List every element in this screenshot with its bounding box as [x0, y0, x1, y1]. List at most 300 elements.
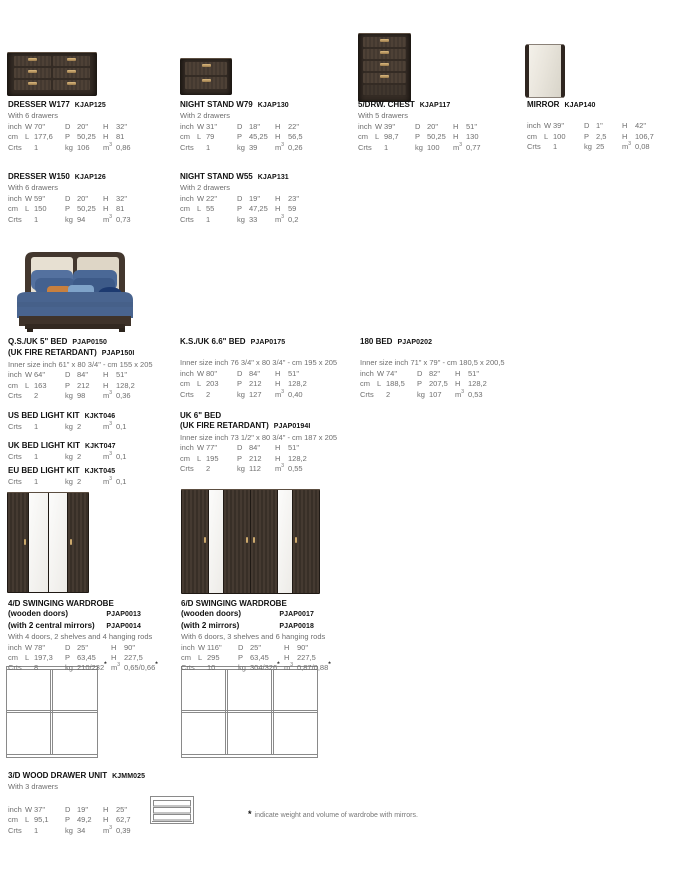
spec-key: $m^3$ — [103, 476, 113, 487]
product-description: Inner size inch 73 1/2" x 80 3/4" - cm 187 x 205 — [180, 432, 338, 442]
spec-value: 188,5 — [386, 379, 405, 389]
spec-value: 100 — [553, 131, 566, 141]
spec-value: 32" — [116, 193, 128, 203]
spec-row-cm — [360, 379, 505, 389]
spec-row-label: Crts — [8, 390, 22, 400]
bed-illustration — [7, 250, 149, 333]
spec-row-cm — [8, 204, 131, 214]
spec-value: 20" — [77, 193, 89, 203]
spec-key: H — [103, 380, 109, 390]
spec-key: P — [237, 379, 243, 389]
spec-row-cm — [181, 653, 331, 663]
spec-row-crts — [8, 663, 158, 673]
spec-key: H — [453, 132, 459, 142]
product-description: With 6 drawers — [8, 183, 59, 193]
spec-value: 1 — [34, 214, 39, 224]
spec-key: H — [275, 132, 281, 142]
spec-row-label: inch — [180, 121, 194, 131]
drawer-unit-front-diagram — [150, 796, 194, 824]
spec-value: 2,5 — [596, 131, 607, 141]
product-name: (UK FIRE RETARDANT) — [180, 421, 269, 431]
product-name: NIGHT STAND W79 — [180, 100, 253, 109]
spec-key — [25, 422, 34, 432]
spec-key: P — [415, 132, 421, 142]
spec-row-cm — [180, 132, 303, 142]
spec-key: W — [375, 121, 383, 131]
drawer-front — [14, 68, 51, 78]
spec-value: 22" — [288, 121, 300, 131]
spec-row-label: inch — [360, 368, 374, 378]
spec-value: 39 — [249, 142, 258, 152]
product-title-line — [527, 100, 654, 111]
product-dresser-w177 — [8, 100, 131, 153]
drawer-handle-icon — [380, 63, 389, 66]
product-name: EU BED LIGHT KIT — [8, 466, 80, 475]
product-name: 5/DRW. CHEST — [358, 100, 415, 109]
product-name: (wooden doors) — [181, 609, 241, 619]
product-name: 6/D SWINGING WARDROBE — [181, 599, 287, 608]
spec-value: 210/232* — [77, 661, 107, 673]
spec-value: 50,25 — [427, 132, 446, 142]
spec-row-cm — [358, 132, 481, 142]
spec-row-label: inch — [358, 121, 372, 131]
spec-key: kg — [237, 214, 245, 224]
spec-key: L — [25, 652, 30, 662]
spec-value: 50,25 — [77, 132, 96, 142]
spec-value: 2 — [77, 422, 82, 432]
wood-door — [251, 490, 277, 593]
product-uk-bed-light-kit — [8, 441, 126, 463]
spec-row-label: inch — [181, 642, 195, 652]
product-code: PJAP0013 — [106, 611, 141, 619]
spec-value: 0,2 — [288, 214, 299, 224]
product-title-line — [8, 172, 131, 183]
spec-value: 84" — [249, 368, 261, 378]
wood-door — [224, 490, 250, 593]
footnote — [248, 810, 418, 819]
spec-value: 77" — [206, 443, 218, 453]
spec-key: L — [377, 379, 382, 389]
product-title-line — [8, 609, 141, 620]
spec-row-inch — [8, 194, 131, 204]
spec-row-label: inch — [8, 370, 22, 380]
product-ks-uk-66-bed — [180, 337, 337, 400]
spec-value: 2 — [206, 389, 211, 399]
spec-value: 63,45 — [250, 652, 269, 662]
spec-key: $m^3$ — [275, 213, 285, 224]
spec-value: 197,3 — [34, 652, 53, 662]
spec-value: 0,53 — [468, 389, 483, 399]
product-name: DRESSER W150 — [8, 172, 70, 181]
spec-key: kg — [238, 663, 246, 673]
spec-value: 195 — [206, 453, 219, 463]
spec-row-label: Crts — [8, 452, 22, 462]
spec-key: D — [65, 370, 71, 380]
drawer-front — [185, 62, 227, 75]
spec-row-label: Crts — [180, 389, 194, 399]
spec-row-label: cm — [8, 652, 18, 662]
drawer-unit-schematic — [150, 796, 194, 829]
spec-key: $m^3$ — [103, 451, 113, 462]
wood-door — [8, 493, 28, 592]
spec-value: 127 — [249, 389, 262, 399]
spec-key: kg — [415, 142, 423, 152]
product-code: KJAP140 — [564, 102, 596, 109]
spec-row-cm — [180, 454, 337, 464]
product-title-line — [181, 609, 314, 620]
spec-row-label: cm — [181, 652, 191, 662]
product-code: KJAP130 — [257, 102, 289, 109]
footnote-text: indicate weight and volume of wardrobe with mirrors. — [254, 812, 418, 819]
spec-key: P — [237, 204, 243, 214]
spec-key: H — [275, 453, 281, 463]
product-qs-uk-5-bed — [8, 337, 153, 401]
spec-row-cm — [8, 132, 131, 142]
product-mirror — [527, 100, 654, 153]
door-handle-icon — [246, 537, 248, 543]
spec-row-inch — [180, 369, 337, 379]
wardrobe-6d-image — [181, 489, 320, 594]
spec-key: D — [237, 368, 243, 378]
product-code: KJAP125 — [74, 102, 106, 109]
spec-key: L — [197, 453, 202, 463]
spec-key: W — [197, 121, 205, 131]
spec-row-label: Crts — [527, 142, 541, 152]
spec-row-inch — [8, 370, 153, 380]
spec-table — [180, 369, 337, 400]
spec-key: P — [237, 132, 243, 142]
product-name: US BED LIGHT KIT — [8, 411, 80, 420]
product-description: With 2 drawers — [180, 183, 231, 193]
spec-row-cm — [8, 815, 145, 825]
spec-key: L — [25, 204, 30, 214]
spec-row-label: inch — [8, 193, 22, 203]
spec-key: P — [417, 379, 423, 389]
product-name: 180 BED — [360, 337, 393, 346]
spec-row-label: inch — [527, 121, 541, 131]
spec-row-label: inch — [8, 804, 22, 814]
spec-value: 0,87/0,88* — [297, 661, 331, 673]
spec-row-label: cm — [180, 132, 190, 142]
product-description: With 4 doors, 2 shelves and 4 hanging rods — [8, 632, 153, 642]
spec-key: H — [103, 132, 109, 142]
night-stand-drawers — [185, 62, 227, 89]
drawer-handle-icon — [202, 79, 211, 82]
spec-value: 20" — [77, 121, 89, 131]
spec-key: H — [275, 443, 281, 453]
spec-value: 1 — [34, 422, 39, 432]
spec-key: W — [25, 370, 33, 380]
spec-key: D — [237, 193, 243, 203]
spec-key: D — [238, 642, 244, 652]
spec-row-label: Crts — [181, 663, 195, 673]
drawer-handle-icon — [202, 64, 211, 67]
product-description: With 6 drawers — [8, 111, 59, 121]
spec-row-label: cm — [180, 453, 190, 463]
spec-value: 84" — [249, 443, 261, 453]
spec-row-label: cm — [8, 204, 18, 214]
drawer-handle-icon — [67, 82, 76, 85]
mirror-door — [29, 493, 47, 592]
spec-value: 19" — [249, 193, 261, 203]
spec-key: $m^3$ — [275, 462, 285, 473]
spec-value: 10 — [207, 663, 216, 673]
spec-value: 227,5 — [124, 652, 143, 662]
spec-row-label: Crts — [180, 142, 194, 152]
spec-value: 32" — [116, 121, 128, 131]
drawer-handle-icon — [28, 58, 37, 61]
spec-value: 212 — [249, 453, 262, 463]
drawer-handle-icon — [28, 82, 37, 85]
spec-value: 51" — [116, 370, 128, 380]
spec-row-label: inch — [180, 193, 194, 203]
spec-value: 84" — [77, 370, 89, 380]
spec-row-crts — [358, 143, 481, 153]
product-code: PJAP0150 — [72, 339, 108, 346]
mirror-door — [278, 490, 292, 593]
spec-value: 90" — [297, 642, 309, 652]
spec-key: L — [197, 379, 202, 389]
mirror-image — [525, 44, 565, 98]
spec-row-crts — [180, 390, 337, 400]
spec-key: $m^3$ — [103, 824, 113, 835]
product-name: K.S./UK 6.6" BED — [180, 337, 246, 346]
spec-key: kg — [65, 825, 73, 835]
spec-row-crts — [8, 143, 131, 153]
spec-row-label: cm — [8, 815, 18, 825]
product-code: KJKT047 — [85, 443, 116, 450]
spec-value: 0,55 — [288, 463, 303, 473]
spec-value: 304/326* — [250, 661, 280, 673]
spec-row-crts — [527, 142, 654, 152]
drawer-front — [14, 56, 51, 66]
product-title-line — [8, 599, 141, 609]
product-code: PJAP0018 — [279, 622, 314, 630]
spec-key: W — [197, 368, 205, 378]
spec-key: $m^3$ — [453, 141, 463, 152]
spec-value: 0,86 — [116, 142, 131, 152]
spec-row-crts — [8, 391, 153, 401]
spec-value: 59 — [288, 204, 297, 214]
carton-grid-3x2 — [181, 666, 318, 758]
product-description: With 6 doors, 3 shelves and 6 hanging rods — [181, 632, 326, 642]
spec-key: $m^3$ — [284, 662, 294, 673]
spec-table — [8, 122, 131, 153]
drawer-front — [185, 77, 227, 90]
spec-value: 107 — [429, 389, 442, 399]
product-name: (UK FIRE RETARDANT) — [8, 348, 97, 358]
spec-row-crts — [8, 422, 126, 432]
spec-table — [8, 194, 131, 225]
spec-table — [8, 422, 126, 432]
spec-value: 31" — [206, 121, 218, 131]
spec-key: P — [584, 131, 590, 141]
product-eu-bed-light-kit — [8, 466, 126, 488]
spec-value: 1 — [34, 477, 39, 487]
spec-key — [25, 215, 34, 225]
door-handle-icon — [24, 539, 26, 545]
spec-value: 25" — [77, 642, 89, 652]
spec-key: H — [275, 204, 281, 214]
product-night-stand-w55 — [180, 172, 299, 225]
spec-value: 0,1 — [116, 477, 127, 487]
drawer-handle-icon — [380, 39, 389, 42]
spec-key: $m^3$ — [103, 213, 113, 224]
spec-key — [25, 826, 34, 836]
spec-value: 106 — [77, 142, 90, 152]
drawer-front — [53, 68, 90, 78]
spec-value: 2 — [206, 463, 211, 473]
spec-value: 1 — [34, 825, 39, 835]
spec-row-label: Crts — [360, 389, 374, 399]
door-handle-icon — [295, 537, 297, 543]
spec-value: 49,2 — [77, 815, 92, 825]
spec-value: 74" — [386, 368, 398, 378]
product-description: With 3 drawers — [8, 782, 59, 792]
bed-image — [7, 250, 149, 333]
product-night-stand-w79 — [180, 100, 303, 153]
spec-row-label: inch — [180, 443, 194, 453]
product-description: With 2 drawers — [180, 111, 231, 121]
spec-value: 51" — [288, 443, 300, 453]
spec-key — [198, 663, 207, 673]
spec-value: 70" — [34, 121, 46, 131]
spec-key: L — [25, 815, 30, 825]
spec-row-inch — [8, 643, 158, 653]
spec-key: W — [197, 443, 205, 453]
spec-key: H — [103, 204, 109, 214]
spec-key: kg — [237, 142, 245, 152]
spec-key — [25, 477, 34, 487]
spec-row-cm — [8, 653, 158, 663]
spec-key: kg — [584, 142, 592, 152]
spec-key — [25, 143, 34, 153]
spec-value: 25" — [116, 804, 128, 814]
spec-value: 47,25 — [249, 204, 268, 214]
spec-row-label: cm — [358, 132, 368, 142]
spec-row-crts — [8, 215, 131, 225]
door-handle-icon — [204, 537, 206, 543]
product-description: With 5 drawers — [358, 111, 409, 121]
spec-value: 2 — [77, 452, 82, 462]
spec-table — [180, 443, 337, 474]
spec-table — [181, 643, 331, 674]
spec-value: 2 — [77, 477, 82, 487]
product-code: PJAP0194I — [273, 423, 311, 431]
product-title-line — [181, 599, 314, 609]
spec-key — [25, 663, 34, 673]
spec-row-crts — [180, 464, 337, 474]
spec-value: 8 — [34, 663, 39, 673]
spec-value: 79 — [206, 132, 215, 142]
spec-key: W — [25, 804, 33, 814]
spec-row-label: Crts — [8, 663, 22, 673]
spec-value: 64" — [34, 370, 46, 380]
spec-row-label: cm — [180, 204, 190, 214]
spec-row-label: Crts — [8, 477, 22, 487]
spec-value: 1 — [34, 142, 39, 152]
spec-row-label: cm — [8, 380, 18, 390]
mirror-door — [209, 490, 223, 593]
spec-row-label: cm — [527, 131, 537, 141]
spec-value: 78" — [34, 642, 46, 652]
chest-5drw-image — [358, 33, 411, 102]
spec-key: $m^3$ — [275, 141, 285, 152]
spec-value: 0,08 — [635, 142, 650, 152]
spec-value: 33 — [249, 214, 258, 224]
spec-value: 106,7 — [635, 131, 654, 141]
product-code: KJKT046 — [84, 413, 116, 420]
product-title-line — [8, 621, 141, 632]
spec-table — [180, 194, 299, 225]
spec-key: L — [197, 204, 202, 214]
spec-row-label: Crts — [180, 463, 194, 473]
spec-value: 0,39 — [116, 825, 131, 835]
spec-key: H — [103, 815, 109, 825]
spec-key: $m^3$ — [103, 141, 113, 152]
drawer-handle-icon — [67, 70, 76, 73]
spec-key: H — [111, 642, 117, 652]
spec-key: P — [238, 652, 244, 662]
spec-value: 98,7 — [384, 132, 399, 142]
spec-key: kg — [237, 463, 245, 473]
product-description: Inner size inch 61" x 80 3/4" - cm 155 x 205 — [8, 359, 153, 369]
drawer-front — [53, 56, 90, 66]
spec-key: P — [65, 132, 71, 142]
product-name: DRESSER W177 — [8, 100, 70, 109]
spec-key: W — [198, 642, 206, 652]
product-code: KJAP117 — [419, 102, 451, 109]
drawer-front — [363, 61, 406, 71]
spec-row-label: Crts — [8, 214, 22, 224]
spec-row-label: inch — [8, 642, 22, 652]
product-us-bed-light-kit — [8, 411, 126, 433]
spec-key: W — [197, 193, 205, 203]
spec-row-inch — [358, 122, 481, 132]
spec-value: 34 — [77, 825, 86, 835]
spec-value: 0,1 — [116, 422, 127, 432]
spec-key: D — [417, 368, 423, 378]
spec-row-inch — [180, 194, 299, 204]
spec-value: 80" — [206, 368, 218, 378]
spec-row-label: cm — [8, 132, 18, 142]
product-title-line — [180, 421, 337, 432]
spec-table — [8, 805, 145, 836]
spec-value: 0,1 — [116, 452, 127, 462]
product-title-line — [8, 348, 153, 359]
spec-value: 51" — [468, 368, 480, 378]
spec-value: 1 — [34, 452, 39, 462]
spec-key: P — [65, 380, 71, 390]
spec-key: H — [622, 121, 628, 131]
spec-value: 128,2 — [116, 380, 135, 390]
spec-value: 25 — [596, 142, 605, 152]
spec-table — [180, 122, 303, 153]
spec-row-label: cm — [360, 379, 370, 389]
wardrobe-6d-doors — [181, 489, 320, 594]
drawer-front — [363, 73, 406, 83]
spec-table — [360, 369, 505, 400]
spec-row-crts — [8, 477, 126, 487]
product-title-line — [181, 621, 314, 632]
spec-key: $m^3$ — [622, 141, 632, 152]
spec-value: 116" — [207, 642, 222, 652]
spec-key — [377, 390, 386, 400]
wardrobe-4d-carton-schematic — [6, 666, 98, 763]
spec-key: D — [237, 121, 243, 131]
spec-row-cm — [527, 132, 654, 142]
product-uk-6-bed — [180, 411, 337, 474]
